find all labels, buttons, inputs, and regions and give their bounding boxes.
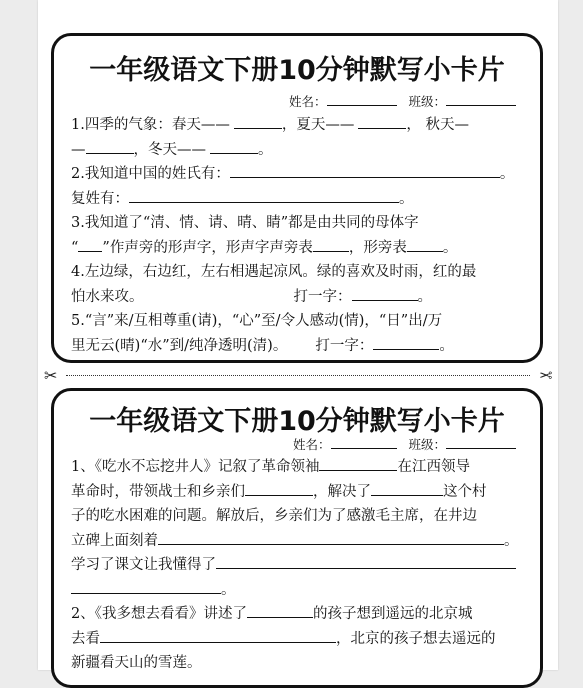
document-page <box>38 0 558 670</box>
dotted-divider <box>66 375 530 376</box>
card-1-title: 一年级语文下册10分钟默写小卡片 <box>89 55 505 86</box>
scissors-icon: ✂ <box>538 366 552 385</box>
q4-line-1: 4.左边绿，右边红，左右相遇起凉风。绿的喜欢及时雨，红的最 <box>71 264 477 280</box>
card-2-name-row <box>293 435 516 453</box>
card-2-title: 一年级语文下册10分钟默写小卡片 <box>89 406 505 437</box>
cut-line <box>44 366 552 385</box>
blank-autumn[interactable] <box>86 140 134 154</box>
blank-riddle-1[interactable] <box>352 287 418 301</box>
card-1-body <box>71 113 528 358</box>
name-label: 姓名： <box>293 437 331 452</box>
p1-line-5: 学习了课文让我懂得了 <box>71 553 528 578</box>
name-blank[interactable] <box>327 92 397 106</box>
p2-line-3: 新疆看天山的雪莲。 <box>71 655 202 671</box>
blank-action[interactable] <box>245 482 313 496</box>
q2-line-2: 复姓有： 。 <box>71 190 414 207</box>
blank-mother-char[interactable] <box>78 238 102 252</box>
p1-line-1: 1、《吃水不忘挖井人》记叙了革命领袖 在江西领导 <box>71 459 470 475</box>
q1-line-1: 1.四季的气象：春天—— ，夏天—— ， 秋天— <box>71 117 469 133</box>
blank-summer[interactable] <box>358 115 406 129</box>
p1-line-2: 革命时，带领战士和乡亲们 ，解决了 这个村 <box>71 483 487 500</box>
card-1-name-row <box>289 92 516 110</box>
dictation-card-1 <box>51 33 543 363</box>
blank-spring[interactable] <box>234 115 282 129</box>
p2-line-2: 去看 ，北京的孩子想去遥远的 <box>71 630 496 647</box>
scissors-icon: ✂ <box>44 366 58 385</box>
q3-line-1: 3.我知道了“清、情、请、晴、睛”都是由共同的母体字 <box>71 215 419 231</box>
q5-line-2: 里无云(晴)“水”到/纯净透明(清)。 打一字： 。 <box>71 337 454 354</box>
blank-see-what[interactable] <box>100 629 336 643</box>
p1-line-3: 子的吃水困难的问题。解放后，乡亲们为了感激毛主席，在井边 <box>71 508 477 524</box>
q1-line-2: — ，冬天—— 。 <box>71 141 273 158</box>
blank-leader[interactable] <box>319 457 397 471</box>
dictation-card-2 <box>51 388 543 688</box>
q3-line-2: “ ”作声旁的形声字，形声字声旁表 ，形旁表 。 <box>71 239 458 256</box>
blank-children[interactable] <box>247 604 313 618</box>
class-blank[interactable] <box>446 92 516 106</box>
p1-line-6: 。 <box>71 578 528 603</box>
class-label: 班级： <box>408 94 446 109</box>
card-2-body <box>71 455 528 676</box>
blank-surnames[interactable] <box>230 164 500 178</box>
q5-line-1: 5.“言”来/互相尊重(请)，“心”至/令人感动(情)，“日”出/万 <box>71 313 443 329</box>
name-label: 姓名： <box>289 94 327 109</box>
blank-sound-side[interactable] <box>313 238 349 252</box>
q4-line-2: 怕水来攻。 打一字： 。 <box>71 288 432 305</box>
blank-lesson-learned[interactable] <box>216 555 516 569</box>
blank-inscription[interactable] <box>158 531 504 545</box>
blank-lesson-learned-cont[interactable] <box>71 580 221 594</box>
blank-riddle-2[interactable] <box>373 336 439 350</box>
blank-compound-surnames[interactable] <box>129 189 399 203</box>
p2-line-1: 2、《我多想去看看》讲述了 的孩子想到遥远的北京城 <box>71 606 473 622</box>
blank-meaning-side[interactable] <box>407 238 443 252</box>
blank-problem[interactable] <box>371 482 443 496</box>
class-label: 班级： <box>408 437 446 452</box>
blank-winter[interactable] <box>210 140 258 154</box>
name-blank[interactable] <box>331 435 397 449</box>
q2-line-1: 2.我知道中国的姓氏有： 。 <box>71 166 515 182</box>
p1-line-4: 立碑上面刻着 。 <box>71 532 519 549</box>
class-blank[interactable] <box>446 435 516 449</box>
